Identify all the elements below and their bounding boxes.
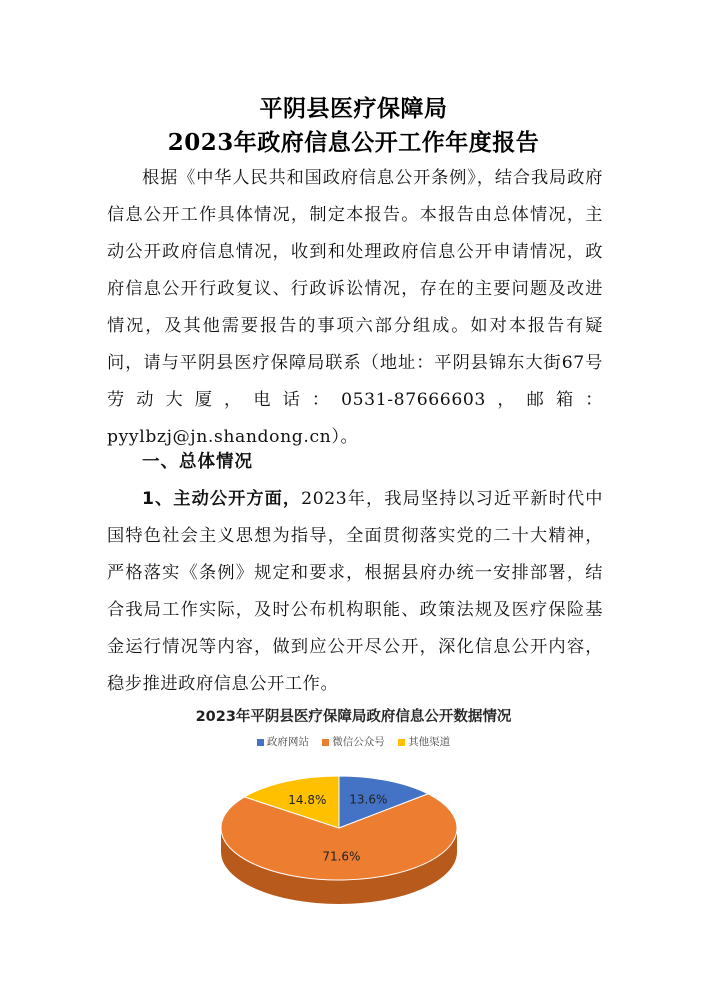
legend-label-wechat: 微信公众号 [332,736,385,748]
document-title-line1: 平阴县医疗保障局 [259,95,448,122]
document-title-line2: 2023年政府信息公开工作年度报告 [167,129,540,156]
intro-paragraph: 根据《中华人民共和国政府信息公开条例》，结合我局政府信息公开工作具体情况，制定本报告。本报告由总体情况，主动公开政府信息情况，收到和处理政府信息公开申请情况，政府信息公开行政复议、行政诉讼情况，存在的主要问题及改进情况，及其他需要报告的事项六部分组成。如对本报告有疑问，请与平阴县医疗保障局联系（地址：平阴县锦东大街67号劳动大厦，电话：0531-87666603，邮箱：pyylbzj@jn.shandong.cn）。 [107,168,603,447]
pie-label-wechat: 71.6% [322,849,361,864]
section1-lead: 1、主动公开方面， [142,489,302,509]
legend-label-other: 其他渠道 [408,736,451,748]
pie-label-other: 14.8% [288,793,327,808]
legend-label-website: 政府网站 [266,736,309,748]
section1-text: 2023年，我局坚持以习近平新时代中国特色社会主义思想为指导，全面贯彻落实党的二十大精神，严格落实《条例》规定和要求，根据县府办统一安排部署，结合我局工作实际，及时公布机构职能、政策法规及医疗保险基金运行情况等内容，做到应公开尽公开，深化信息公开内容，稳步推进政府信息公开工作。 [107,489,603,694]
pie-label-website: 13.6% [349,792,388,807]
chart-title: 2023年平阴县医疗保障局政府信息公开数据情况 [195,709,512,725]
pie-top [221,776,457,880]
section1-heading: 一、总体情况 [142,452,253,472]
